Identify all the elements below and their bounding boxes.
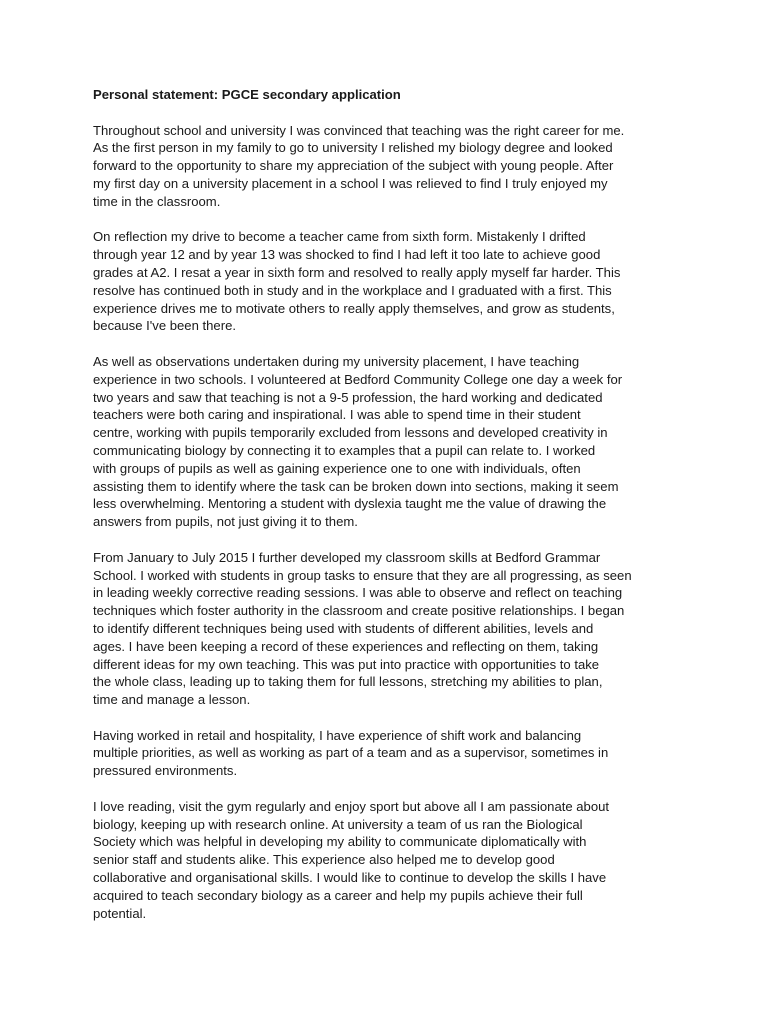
paragraph-line: through year 12 and by year 13 was shocked to find I had left it too late to achieve good <box>93 247 601 263</box>
paragraph-3 <box>93 353 659 531</box>
paragraph-line: communicating biology by connecting it to examples that a pupil can relate to. I worked <box>93 442 596 458</box>
paragraph-line: teachers were both caring and inspirational. I was able to spend time in their student <box>93 407 581 423</box>
paragraph-line: time in the classroom. <box>93 193 221 209</box>
paragraph-line: senior staff and students alike. This experience also helped me to develop good <box>93 852 555 868</box>
paragraph-line: because I've been there. <box>93 318 236 334</box>
paragraph-line: time and manage a lesson. <box>93 692 251 708</box>
paragraph-line: Society which was helpful in developing my ability to communicate diplomatically with <box>93 834 587 850</box>
paragraph-6 <box>93 798 659 923</box>
paragraph-line: Throughout school and university I was convinced that teaching was the right career for me. <box>93 122 625 138</box>
paragraph-line: my first day on a university placement in a school I was relieved to find I truly enjoyed my <box>93 175 608 191</box>
paragraph-line: experience drives me to motivate others to really apply themselves, and grow as students, <box>93 300 615 316</box>
paragraph-line: answers from pupils, not just giving it to them. <box>93 514 358 530</box>
document-page <box>93 86 659 940</box>
paragraph-line: ages. I have been keeping a record of these experiences and reflecting on them, taking <box>93 638 599 654</box>
paragraph-line: As well as observations undertaken during my university placement, I have teaching <box>93 353 580 369</box>
paragraph-1 <box>93 122 659 211</box>
paragraph-line: the whole class, leading up to taking them for full lessons, stretching my abilities to plan, <box>93 674 603 690</box>
paragraph-line: to identify different techniques being used with students of different abilities, levels and <box>93 620 594 636</box>
document-heading: Personal statement: PGCE secondary application <box>93 87 401 102</box>
paragraph-4 <box>93 549 659 709</box>
paragraph-line: I love reading, visit the gym regularly and enjoy sport but above all I am passionate about <box>93 798 610 814</box>
paragraph-line: biology, keeping up with research online. At university a team of us ran the Biological <box>93 816 583 832</box>
paragraph-line: centre, working with pupils temporarily excluded from lessons and developed creativity in <box>93 425 608 441</box>
paragraph-line: grades at A2. I resat a year in sixth form and resolved to really apply myself far harder. This <box>93 264 621 280</box>
paragraph-line: collaborative and organisational skills. I would like to continue to develop the skills I have <box>93 870 607 886</box>
paragraph-line: potential. <box>93 905 147 921</box>
paragraph-line: From January to July 2015 I further developed my classroom skills at Bedford Grammar <box>93 549 601 565</box>
paragraph-5 <box>93 727 659 780</box>
paragraph-line: experience in two schools. I volunteered at Bedford Community College one day a week for <box>93 371 623 387</box>
paragraph-line: pressured environments. <box>93 763 238 779</box>
paragraph-line: On reflection my drive to become a teacher came from sixth form. Mistakenly I drifted <box>93 229 586 245</box>
document-body <box>93 122 659 923</box>
paragraph-line: resolve has continued both in study and in the workplace and I graduated with a first. This <box>93 282 612 298</box>
paragraph-line: forward to the opportunity to share my appreciation of the subject with young people. After <box>93 158 614 174</box>
paragraph-line: less overwhelming. Mentoring a student with dyslexia taught me the value of drawing the <box>93 496 607 512</box>
paragraph-line: multiple priorities, as well as working as part of a team and as a supervisor, sometimes in <box>93 745 609 761</box>
paragraph-line: School. I worked with students in group tasks to ensure that they are all progressing, as seen <box>93 567 632 583</box>
paragraph-line: Having worked in retail and hospitality, I have experience of shift work and balancing <box>93 727 582 743</box>
paragraph-line: in leading weekly corrective reading sessions. I was able to observe and reflect on teaching <box>93 585 623 601</box>
paragraph-line: two years and saw that teaching is not a 9-5 profession, the hard working and dedicated <box>93 389 603 405</box>
paragraph-line: with groups of pupils as well as gaining experience one to one with individuals, often <box>93 460 581 476</box>
paragraph-line: As the first person in my family to go to university I relished my biology degree and looked <box>93 140 613 156</box>
paragraph-line: acquired to teach secondary biology as a career and help my pupils achieve their full <box>93 887 583 903</box>
paragraph-line: techniques which foster authority in the classroom and create positive relationships. I began <box>93 603 625 619</box>
paragraph-line: different ideas for my own teaching. This was put into practice with opportunities to take <box>93 656 600 672</box>
paragraph-2 <box>93 228 659 335</box>
paragraph-line: assisting them to identify where the task can be broken down into sections, making it seem <box>93 478 619 494</box>
